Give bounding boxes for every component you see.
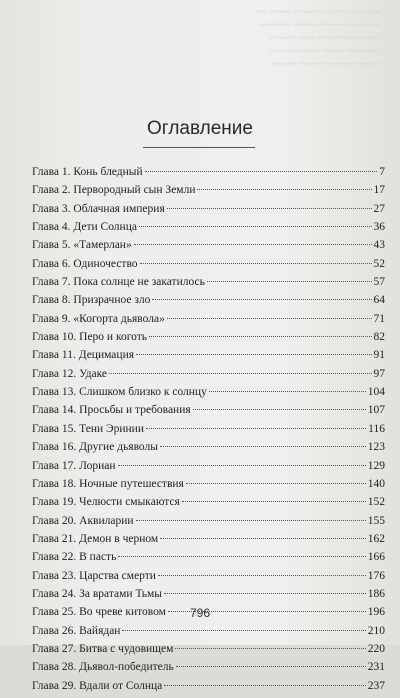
toc-entry [32, 203, 385, 221]
chapter-title: Глава 16. Другие дьяволы [32, 441, 158, 454]
chapter-page-number: 129 [367, 459, 385, 472]
toc-entry [32, 313, 385, 331]
dot-leader [167, 318, 372, 319]
chapter-title: Глава 12. Удаке [32, 367, 108, 380]
chapter-page-number: 57 [373, 276, 385, 289]
chapter-page-number: 43 [373, 239, 385, 252]
dot-leader [160, 538, 366, 539]
chapter-page-number: 52 [373, 257, 385, 270]
chapter-title: Глава 28. Дьявол-победитель [32, 661, 174, 674]
dot-leader [164, 593, 366, 594]
toc-entry [32, 533, 385, 551]
chapter-page-number: 186 [367, 587, 385, 600]
toc-entry [32, 258, 385, 276]
chapter-page-number: 116 [368, 422, 385, 435]
chapter-title: Глава 25. Во чреве китовом [32, 606, 166, 619]
chapter-title: Глава 22. В пасть [32, 551, 117, 564]
dot-leader [182, 501, 366, 502]
toc-entry [32, 680, 385, 698]
chapter-title: Глава 21. Демон в черном [32, 532, 159, 545]
dot-leader [109, 373, 371, 374]
chapter-page-number: 97 [373, 367, 385, 380]
chapter-title: Глава 4. Дети Солнца [32, 221, 137, 234]
toc-entry [32, 386, 385, 404]
dot-leader [118, 465, 366, 466]
chapter-page-number: 17 [373, 184, 385, 197]
toc-entry [32, 294, 385, 312]
chapter-title: Глава 10. Перо и коготь [32, 331, 147, 344]
chapter-page-number: 210 [367, 624, 385, 637]
chapter-title: Глава 2. Первородный сын Земли [32, 184, 196, 197]
chapter-title: Глава 9. «Когорта дьявола» [32, 312, 165, 325]
toc-entry [32, 221, 385, 239]
toc-entry [32, 478, 385, 496]
toc-entry [32, 404, 385, 422]
chapter-title: Глава 3. Облачная империя [32, 202, 165, 215]
chapter-title: Глава 19. Челюсти смыкаются [32, 496, 180, 509]
toc-entry [32, 588, 385, 606]
chapter-title: Глава 23. Царства смерти [32, 569, 156, 582]
chapter-page-number: 237 [367, 679, 385, 692]
chapter-title: Глава 6. Одиночество [32, 257, 138, 270]
toc-entry [32, 276, 385, 294]
dot-leader [175, 648, 365, 649]
chapter-page-number: 176 [367, 569, 385, 582]
chapter-page-number: 64 [373, 294, 385, 307]
chapter-page-number: 155 [367, 514, 385, 527]
chapter-page-number: 166 [367, 551, 385, 564]
chapter-page-number: 152 [367, 496, 385, 509]
chapter-title: Глава 17. Лориан [32, 459, 116, 472]
dot-leader [118, 556, 365, 557]
dot-leader [186, 483, 366, 484]
toc-entry [32, 239, 385, 257]
dot-leader [193, 409, 366, 410]
chapter-title: Глава 13. Слишком близко к солнцу [32, 386, 207, 399]
dot-leader [140, 263, 372, 264]
dot-leader [139, 226, 372, 227]
toc-entry [32, 643, 385, 661]
chapter-page-number: 27 [373, 202, 385, 215]
toc-entry [32, 460, 385, 478]
chapter-page-number: 71 [373, 312, 385, 325]
toc-entry [32, 349, 385, 367]
toc-entry [32, 184, 385, 202]
chapter-page-number: 123 [367, 441, 385, 454]
dot-leader [122, 630, 365, 631]
dot-leader [136, 520, 366, 521]
chapter-title: Глава 27. Битва с чудовищем [32, 642, 174, 655]
toc-entry [32, 331, 385, 349]
dot-leader [160, 446, 366, 447]
chapter-title: Глава 11. Децимация [32, 349, 135, 362]
dot-leader [167, 208, 372, 209]
chapter-title: Глава 1. Конь бледный [32, 166, 143, 178]
chapter-title: Глава 15. Тени Эринии [32, 422, 144, 435]
chapter-page-number: 220 [367, 642, 385, 655]
chapter-page-number: 140 [367, 477, 385, 490]
chapter-title: Глава 18. Ночные путешествия [32, 477, 184, 490]
dot-leader [176, 666, 366, 667]
chapter-page-number: 82 [373, 331, 385, 344]
chapter-page-number: 107 [367, 404, 385, 417]
dot-leader [152, 299, 371, 300]
chapter-title: Глава 8. Призрачное зло [32, 294, 151, 307]
dot-leader [149, 336, 372, 337]
title-underline [143, 147, 255, 148]
chapter-title: Глава 29. Вдали от Солнца [32, 679, 163, 692]
chapter-page-number: 231 [367, 661, 385, 674]
toc-title: Оглавление [147, 118, 253, 139]
dot-leader [136, 354, 371, 355]
chapter-title: Глава 5. «Тамерлан» [32, 239, 132, 252]
dot-leader [145, 171, 378, 172]
dot-leader [146, 428, 366, 429]
page-number: 796 [189, 606, 211, 620]
dot-leader [207, 281, 372, 282]
toc-entry [32, 441, 385, 459]
dot-leader [197, 189, 371, 190]
toc-entry [32, 551, 385, 569]
dot-leader [164, 685, 365, 686]
chapter-title: Глава 14. Просьбы и требования [32, 404, 191, 417]
toc-entry [32, 368, 385, 386]
toc-entry [32, 515, 385, 533]
toc-entry [32, 423, 385, 441]
chapter-page-number: 196 [367, 606, 385, 619]
chapter-page-number: 104 [367, 386, 385, 399]
toc-entry [32, 166, 385, 184]
chapter-page-number: 36 [373, 221, 385, 234]
chapter-title: Глава 24. За вратами Тьмы [32, 587, 162, 600]
dot-leader [134, 244, 372, 245]
chapter-page-number: 162 [367, 532, 385, 545]
toc-entry [32, 625, 385, 643]
chapter-title: Глава 26. Вайядан [32, 624, 121, 637]
chapter-page-number: 91 [373, 349, 385, 362]
toc-entry [32, 661, 385, 679]
chapter-title: Глава 7. Пока солнце не закатилось [32, 276, 205, 289]
chapter-title: Глава 20. Аквиларии [32, 514, 134, 527]
dot-leader [209, 391, 366, 392]
toc-entry [32, 496, 385, 514]
toc-entry [32, 570, 385, 588]
dot-leader [158, 575, 366, 576]
show-through-text: ~~~~~ ~~~~ ~~~~~~ ~~~~ ~~ ~~~~~~ ~~~~~ ~~~~ ~~~~~~ ~~~~ ~~~~~~~ ~~~ ~~~~~ ~~~~~~ ~~~~ ~~~~~~ ~~~ ~~~~ ~~~~~~ ~~~~ ~~~~~ [256, 7, 380, 70]
chapter-page-number: 7 [379, 166, 385, 178]
